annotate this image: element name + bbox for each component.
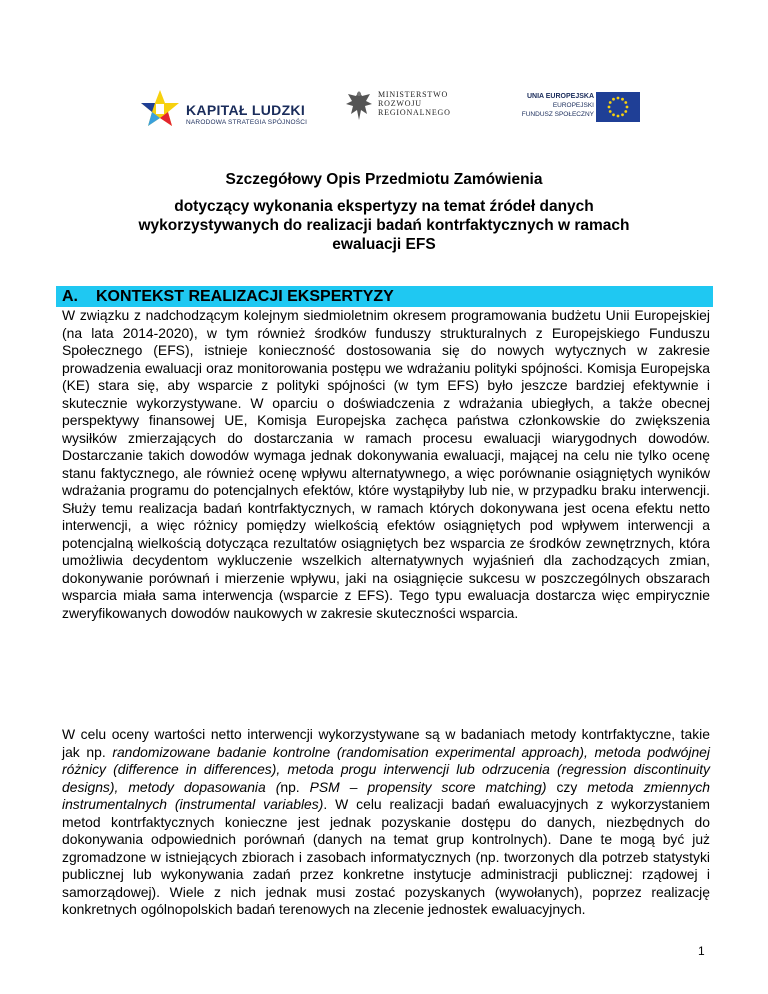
eu-star (612, 113, 615, 116)
unia-line3: FUNDUSZ SPOŁECZNY (521, 111, 594, 118)
section-title: KONTEKST REALIZACJI EKSPERTYZY (96, 288, 394, 305)
eu-flag-icon (596, 92, 640, 122)
eu-star (621, 113, 624, 116)
eu-star (624, 101, 627, 104)
ministerstwo-text (378, 90, 451, 117)
eu-star (612, 98, 615, 101)
methods-text-c: np. (280, 778, 310, 795)
subtitle-line-3: ewaluacji EFS (332, 236, 436, 253)
eu-star (624, 110, 627, 113)
methods-text-g: . W celu realizacji badań ewaluacyjnych z wykorzystaniem metod kontrfaktycznych konieczne jest jednak pozyskanie dostępu do danych, niezbędnych do dokonywania odpowiednich porównań (danych na temat grup kontrolnych). Dane te mogą być już zgromadzone w istniejących zbiorach i zasobach informatycznych (np. tworzonych dla potrzeb statystyki publicznej lub wykonywania zadań przez konkretne instytucje administracji publicznej: rządowej i samorządowej). Wiele z nich jednak musi zostać pozyskanych (wywołanych), poprzez realizację konkretnych ogólnopolskich badań terenowych na zlecenie jednostek ewaluacyjnych. (62, 796, 710, 917)
paragraph-methods (62, 726, 710, 919)
ministerstwo-line3: REGIONALNEGO (378, 108, 451, 117)
eu-star (609, 110, 612, 113)
document-subtitle (0, 197, 768, 254)
kapital-ludzki-logo (138, 88, 328, 140)
ministerstwo-line1: MINISTERSTWO (378, 90, 449, 99)
header-logos (0, 82, 768, 142)
unia-europejska-logo (500, 88, 640, 138)
kapital-ludzki-star-icon (138, 88, 182, 132)
kapital-ludzki-name: KAPITAŁ LUDZKI (186, 102, 306, 118)
section-letter: A. (62, 288, 78, 305)
methods-text-e: czy (546, 778, 588, 795)
ministerstwo-line2: ROZWOJU (378, 99, 422, 108)
document-title: Szczegółowy Opis Przedmiotu Zamówienia (225, 171, 543, 188)
paragraph-context: W związku z nadchodzącym kolejnym siedmioletnim okresem programowania budżetu Unii Europejskiej (na lata 2014-2020), w tym również środków funduszy strukturalnych z Europejskiego Funduszu Społecznego (EFS), istnieje konieczność dostosowania się do nowych wytycznych w zakresie prowadzenia ewaluacji oraz monitorowania postępu we wdrażaniu polityki spójności. Komisja Europejska (KE) stara się, aby wsparcie z polityki spójności (w tym EFS) było jeszcze bardziej efektywnie i skutecznie wykorzystywane. W oparciu o doświadczenia z wdrażania ubiegłych, a także obecnej perspektywy finansowej UE, Komisja Europejska zachęca państwa członkowskie do zwiększenia wysiłków zmierzających do dostarczania w ramach procesu ewaluacji wiarygodnych dowodów. Dostarczanie takich dowodów wymaga jednak dokonywania ewaluacji, mającej na celu nie tylko ocenę stanu faktycznego, ale również ocenę wpływu alternatywnego, a więc porównanie osiągniętych wyników wdrażania programu do potencjalnych efektów, które wystąpiłyby lub nie, w przypadku braku interwencji. Służy temu realizacja badań kontrfaktycznych, w ramach których dokonywana jest ocena efektu netto interwencji, a więc różnicy pomiędzy wielkością efektów osiągniętych pod wpływem interwencji a potencjalną wielkością dotycząca rezultatów osiągniętych bez wsparcia ze środków zewnętrznych, która umożliwia decydentom wykluczenie wszelkich alternatywnych wyjaśnień dla zachodzących zmian, dokonywanie porównań i mierzenie wpływu, jaki na osiągnięcie sukcesu w poszczególnych obszarach wsparcia miała sama interwencja (wsparcie z EFS). Tego typu ewaluacja dostarcza więc empirycznie zweryfikowanych dowodów naukowych w zakresie skuteczności wsparcia. (62, 307, 710, 621)
unia-line1: UNIA EUROPEJSKA (526, 93, 594, 100)
page-number: 1 (698, 944, 705, 958)
methods-italic-f: metoda zmiennych instrumentalnych (instrumental variables) (62, 778, 710, 812)
eu-star (626, 106, 629, 109)
kapital-ludzki-subtitle: NARODOWA STRATEGIA SPÓJNOŚCI (186, 119, 308, 126)
eu-star (617, 115, 620, 118)
subtitle-line-2: wykorzystywanych do realizacji badań kontrfaktycznych w ramach (138, 217, 630, 234)
eagle-emblem-icon (344, 88, 374, 124)
methods-italic-d: PSM – propensity score matching) (309, 778, 547, 795)
methods-italic-b: randomizowane badanie kontrolne (randomisation experimental approach), metoda podwójnej różnicy (difference in differences), metoda progu interwencji lub odrzucenia (regression discontinuity designs), metody dopasowania ( (62, 743, 710, 795)
unia-line2: EUROPEJSKI (552, 102, 594, 109)
eu-star (608, 106, 611, 109)
unia-text (500, 92, 594, 119)
subtitle-line-1: dotyczący wykonania ekspertyzy na temat źródeł danych (174, 198, 594, 215)
eu-star (617, 97, 620, 100)
ministerstwo-logo (344, 88, 494, 136)
methods-text-a: W celu oceny wartości netto interwencji wykorzystywane są w badaniach metody kontrfaktyczne, takie jak np. (62, 726, 710, 760)
eu-star (621, 98, 624, 101)
eu-star (609, 101, 612, 104)
